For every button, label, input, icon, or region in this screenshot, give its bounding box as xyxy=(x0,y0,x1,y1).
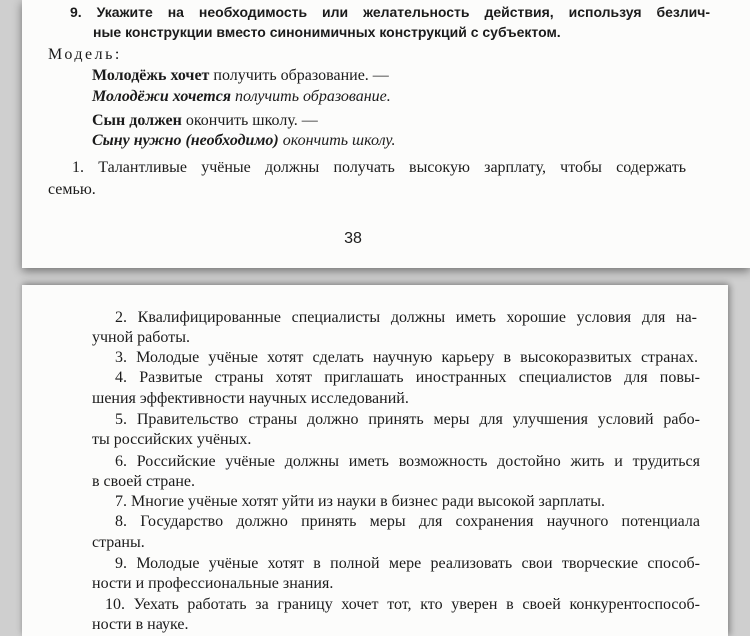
model-example xyxy=(92,66,389,86)
item-line: 9. Молодые учёные хотят в полной мере реализовать свои творческие способ- xyxy=(115,555,700,572)
exercise-heading-line: ные конструкции вместо синонимичных конструкций с субъектом. xyxy=(93,24,561,40)
model-subject-phrase: Сын должен xyxy=(92,112,182,129)
item-line: семью. xyxy=(48,181,96,198)
item-line: 6. Российские учёные должны иметь возможность достойно жить и трудиться xyxy=(115,453,700,470)
item-line: 7. Многие учёные хотят уйти из науки в бизнес ради высокой зарплаты. xyxy=(115,493,605,510)
item-line: 2. Квалифицированные специалисты должны иметь хорошие условия для на- xyxy=(115,309,697,326)
item-line: страны. xyxy=(92,534,145,551)
item-line: шения эффективности научных исследований. xyxy=(92,390,409,407)
item-line: 3. Молодые учёные хотят сделать научную карьеру в высокоразвитых странах. xyxy=(115,349,698,366)
item-line: 10. Уехать работать за границу хочет тот, кто уверен в своей конкурентоспособ- xyxy=(105,596,700,613)
item-line: 4. Развитые страны хотят приглашать иностранных специалистов для повы- xyxy=(115,369,700,386)
textbook-page-top xyxy=(22,0,750,268)
item-line: учной работы. xyxy=(92,329,190,346)
exercise-heading-line: 9. Укажите на необходимость или желательность действия, используя безлич- xyxy=(70,4,710,20)
model-predicate: получить образование. — xyxy=(209,67,389,84)
item-line: в своей стране. xyxy=(92,473,196,490)
model-example xyxy=(92,111,318,131)
item-line: 8. Государство должно принять меры для сохранения научного потенциала xyxy=(115,513,700,530)
model-predicate: получить образование. xyxy=(231,88,391,105)
item-line: ты российских учёных. xyxy=(92,431,252,448)
item-line: ности в науке. xyxy=(92,616,189,633)
model-transformed-example xyxy=(92,131,395,151)
item-line: ности и профессиональные знания. xyxy=(92,575,334,592)
model-label: Модель: xyxy=(48,46,122,63)
model-subject-phrase: Молодёжи хочется xyxy=(92,88,232,105)
item-line: 5. Правительство страны должно принять меры для улучшения условий рабо- xyxy=(115,411,700,428)
model-predicate: окончить школу. xyxy=(278,132,396,149)
page-number: 38 xyxy=(344,230,362,247)
textbook-page-bottom xyxy=(22,285,728,636)
model-subject-phrase: Сыну нужно (необходимо) xyxy=(92,132,279,149)
item-line: 1. Талантливые учёные должны получать высокую зарплату, чтобы содержать xyxy=(72,159,686,176)
model-transformed-example xyxy=(92,87,391,107)
model-subject-phrase: Молодёжь хочет xyxy=(92,67,210,84)
model-predicate: окончить школу. — xyxy=(181,112,318,129)
